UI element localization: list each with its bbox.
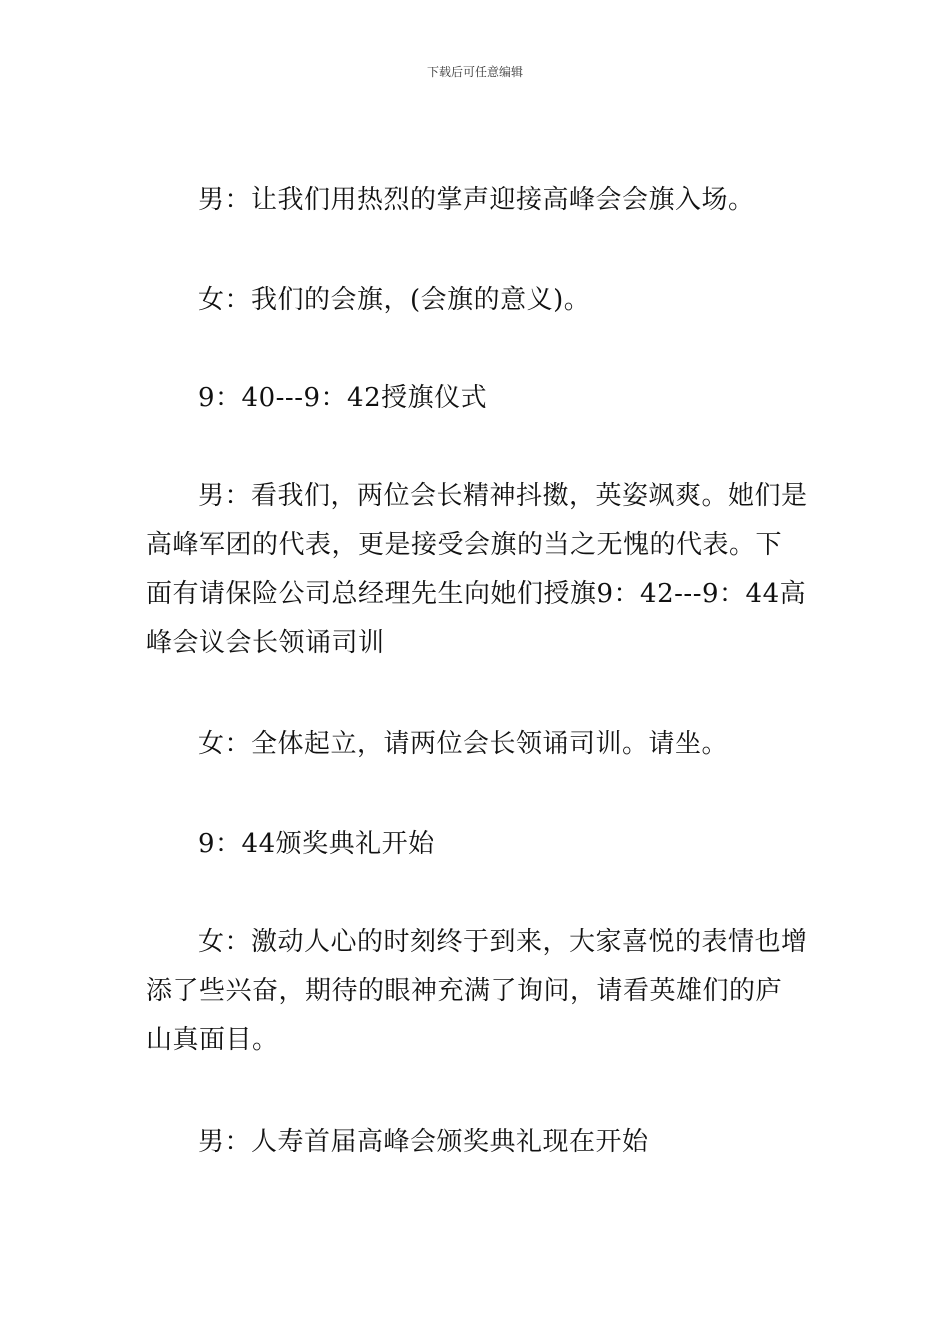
page-header-note: 下载后可任意编辑 bbox=[426, 65, 523, 79]
paragraph-female-stand: 女：全体起立，请两位会长领诵司训。请坐。 bbox=[198, 729, 729, 759]
paragraph-male-flag-entry: 男：让我们用热烈的掌声迎接高峰会会旗入场。 bbox=[198, 185, 755, 215]
paragraph-flag-ceremony-time: 9：40---9：42授旗仪式 bbox=[198, 383, 488, 413]
paragraph-female-flag-meaning: 女：我们的会旗，(会旗的意义)。 bbox=[198, 285, 591, 315]
paragraph-male-ceremony-start: 男：人寿首届高峰会颁奖典礼现在开始 bbox=[198, 1127, 649, 1157]
paragraph-female-exciting: 女：激动人心的时刻终于到来，大家喜悦的表情也增添了些兴奋，期待的眼神充满了询问，请看英雄们的庐山真面目。 bbox=[146, 927, 808, 1055]
paragraph-award-time: 9：44颁奖典礼开始 bbox=[198, 829, 435, 859]
paragraph-male-presidents: 男：看我们，两位会长精神抖擞，英姿飒爽。她们是高峰军团的代表，更是接受会旗的当之无愧的代表。下面有请保险公司总经理先生向她们授旗9：42---9：44高峰会议会长领诵司训 bbox=[146, 481, 808, 658]
